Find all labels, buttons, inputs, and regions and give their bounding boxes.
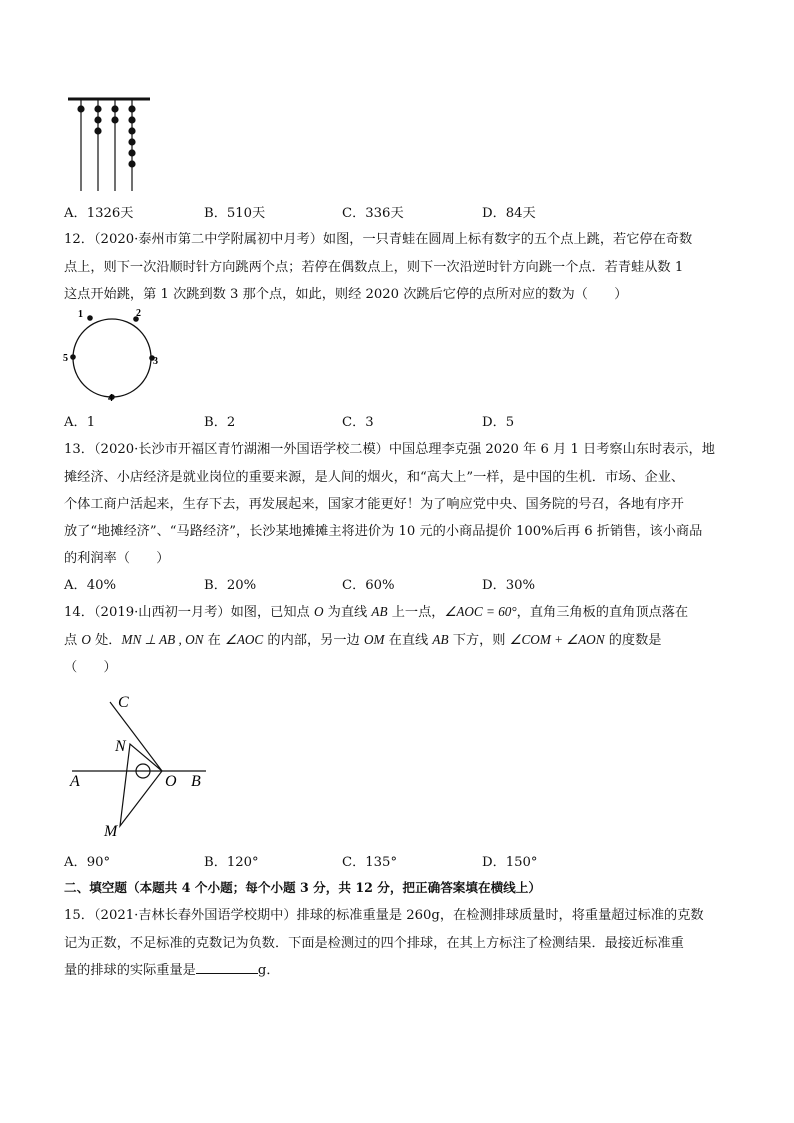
q13-option-d: D．30% [482,578,536,593]
q14-label-b: B [191,773,201,790]
q13-option-c: C．60% [342,578,395,593]
bead [94,105,101,112]
bead [111,116,118,123]
q15-stem-line1: 15．（2021·吉林长春外国语学校期中）排球的标准重量是 260g，在检测排球质量时，将重量超过标准的克数 [64,908,704,923]
q12-point-4: 4 [108,393,113,402]
q11-option-c: C．336天 [342,206,404,221]
q13-stem-line4: 放了“地摊经济”、“马路经济”，长沙某地摊摊主将进价为 10 元的小商品提价 100%后再 6 折销售，该小商品 [64,524,703,539]
q12-point-5: 5 [63,353,68,364]
q12-point-1: 1 [78,309,83,320]
q13-option-b: B．20% [204,578,257,593]
q14-option-c: C．135° [342,855,398,870]
q12-circle-figure [62,306,158,402]
q13-option-a: A．40% [64,578,117,593]
q11-figure [64,92,156,192]
q14-stem-line1: 14．（2019·山西初一月考）如图，已知点 O 为直线 AB 上一点，∠AOC = 60°，直角三角板的直角顶点落在 [64,604,689,620]
bead [128,160,135,167]
q14-label-c: C [118,694,129,711]
q14-option-d: D．150° [482,855,538,870]
q12-option-a: A．1 [64,415,96,430]
q12-stem-line1: 12．（2020·泰州市第二中学附属初中月考）如图，一只青蛙在圆周上标有数字的五个点上跳，若它停在奇数 [64,232,693,247]
q14-label-m: M [104,823,118,840]
bead [111,105,118,112]
bead [128,116,135,123]
bead [128,127,135,134]
q14-option-a: A．90° [64,855,111,870]
q12-point-2: 2 [136,308,141,319]
bead [77,105,84,112]
q15-stem-line2: 记为正数，不足标准的克数记为负数．下面是检测过的四个排球，在其上方标注了检测结果．最接近标准重 [64,936,684,951]
q14-option-b: B．120° [204,855,259,870]
q14-stem-line2: 点 O 处．MN ⊥ AB , ON 在 ∠AOC 的内部，另一边 OM 在直线 AB 下方，则 ∠COM + ∠AON 的度数是 [64,632,662,648]
section-2-heading: 二、填空题（本题共 4 个小题；每个小题 3 分，共 12 分，把正确答案填在横线上） [64,880,541,895]
q12-option-d: D．5 [482,415,515,430]
q15-stem-line3: 量的排球的实际重量是 g． [64,963,280,978]
q14-label-n: N [115,738,126,755]
bead [94,116,101,123]
bead [128,149,135,156]
q11-option-b: B．510天 [204,206,266,221]
answer-blank[interactable] [196,961,258,974]
q12-option-c: C．3 [342,415,374,430]
q13-stem-line3: 个体工商户活起来，生存下去，再发展起来，国家才能更好！为了响应党中央、国务院的号召，各地有序开 [64,497,684,512]
q14-geometry-figure [64,684,214,844]
q11-option-d: D．84天 [482,206,536,221]
q14-label-a: A [70,773,80,790]
q12-stem-line3: 这点开始跳，第 1 次跳到数 3 那个点，如此，则经 2020 次跳后它停的点所对应的数为（ ） [64,287,628,302]
q13-stem-line1: 13．（2020·长沙市开福区青竹湖湘一外国语学校二模）中国总理李克强 2020 年 6 月 1 日考察山东时表示，地 [64,442,715,457]
q14-label-o: O [165,773,177,790]
q13-stem-line2: 摊经济、小店经济是就业岗位的重要来源，是人间的烟火，和“高大上”一样，是中国的生机．市场、企业、 [64,470,685,485]
bead [128,138,135,145]
bead [94,127,101,134]
q12-option-b: B．2 [204,415,236,430]
q11-option-a: A．1326天 [64,206,134,221]
q14-stem-line3: （ ） [64,660,117,675]
bead [128,105,135,112]
q12-point-3: 3 [153,356,158,367]
q13-stem-line5: 的利润率（ ） [64,551,170,566]
q12-stem-line2: 点上，则下一次沿顺时针方向跳两个点；若停在偶数点上，则下一次沿逆时针方向跳一个点．若青蛙从数 1 [64,260,684,275]
